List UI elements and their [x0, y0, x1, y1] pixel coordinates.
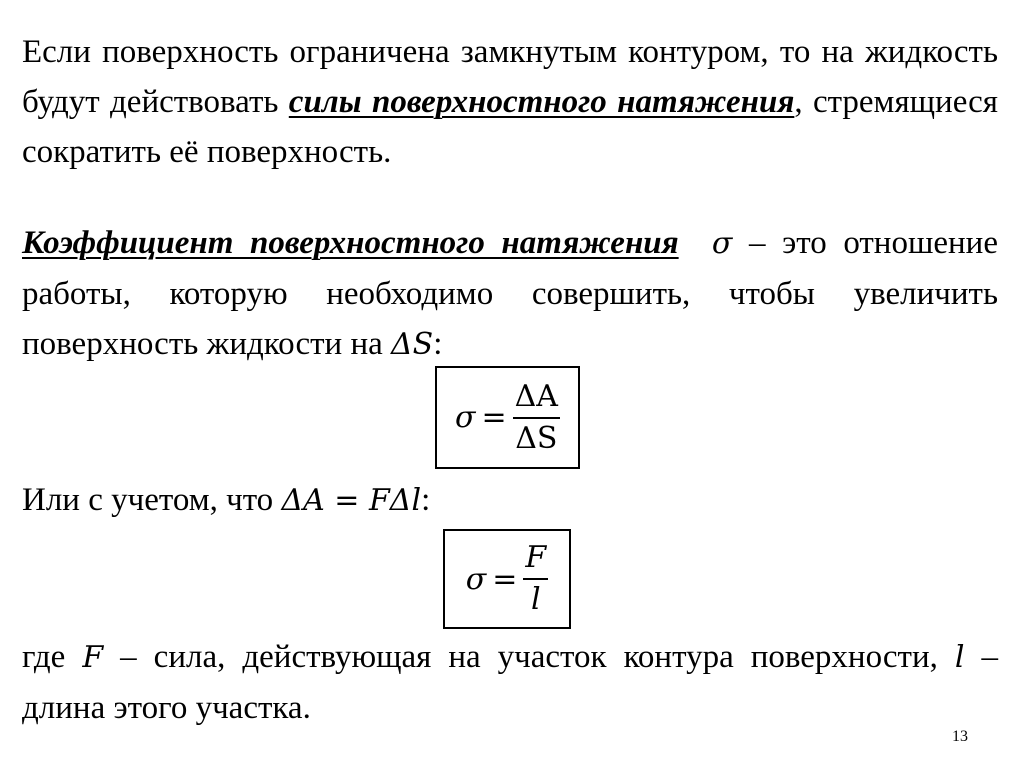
paragraph-work-relation: [22, 475, 998, 526]
paragraph-coefficient-definition: [22, 218, 998, 370]
formula-lhs: σ: [455, 400, 476, 435]
paragraph-variable-definitions: [22, 632, 998, 733]
symbol-force: F: [82, 640, 104, 675]
paragraph-text: Или с учетом, что: [22, 482, 282, 518]
fraction-numerator: ΔA: [514, 378, 558, 414]
math-delta-s: ΔS: [391, 327, 434, 362]
fraction-denominator: l: [531, 582, 541, 617]
math-work-equals-force-times-length: ΔA = FΔl: [281, 483, 422, 518]
paragraph-text: где: [22, 639, 83, 675]
formula-equals: =: [481, 400, 507, 435]
paragraph-text: – сила, действующая на участок контура поверхности,: [103, 639, 955, 675]
paragraph-text: :: [421, 482, 431, 518]
fraction-bar: [513, 417, 560, 419]
formula-fraction: [513, 379, 560, 457]
fraction-denominator: ΔS: [515, 420, 558, 456]
symbol-length: l: [954, 640, 965, 675]
formula-sigma-work-over-area: [435, 366, 580, 469]
formula-lhs: σ: [465, 561, 487, 597]
paragraph-text: :: [433, 326, 443, 362]
formula-fraction: [523, 540, 548, 618]
fraction-bar: [523, 578, 548, 580]
paragraph-text: , стремящиеся сократить её поверхность.: [22, 84, 998, 170]
paragraph-text: – это отношение работы, которую необходимо совершить, чтобы увеличить поверхность жидкости на: [22, 225, 998, 362]
paragraph-text: Если поверхность ограничена замкнутым контуром, то на жидкость будут действовать: [22, 34, 998, 120]
formula-sigma-force-over-length: [443, 529, 571, 629]
symbol-sigma: σ: [711, 226, 733, 261]
formula-equals: =: [492, 561, 518, 597]
term-surface-tension-coefficient: Коэффициент поверхностного натяжения: [22, 225, 679, 261]
paragraph-text: – длина этого участка.: [22, 639, 998, 726]
term-surface-tension-forces: силы поверхностного натяжения: [288, 84, 795, 120]
page-number: 13: [952, 728, 968, 745]
paragraph-surface-forces: [22, 27, 998, 177]
fraction-numerator: F: [525, 540, 547, 575]
